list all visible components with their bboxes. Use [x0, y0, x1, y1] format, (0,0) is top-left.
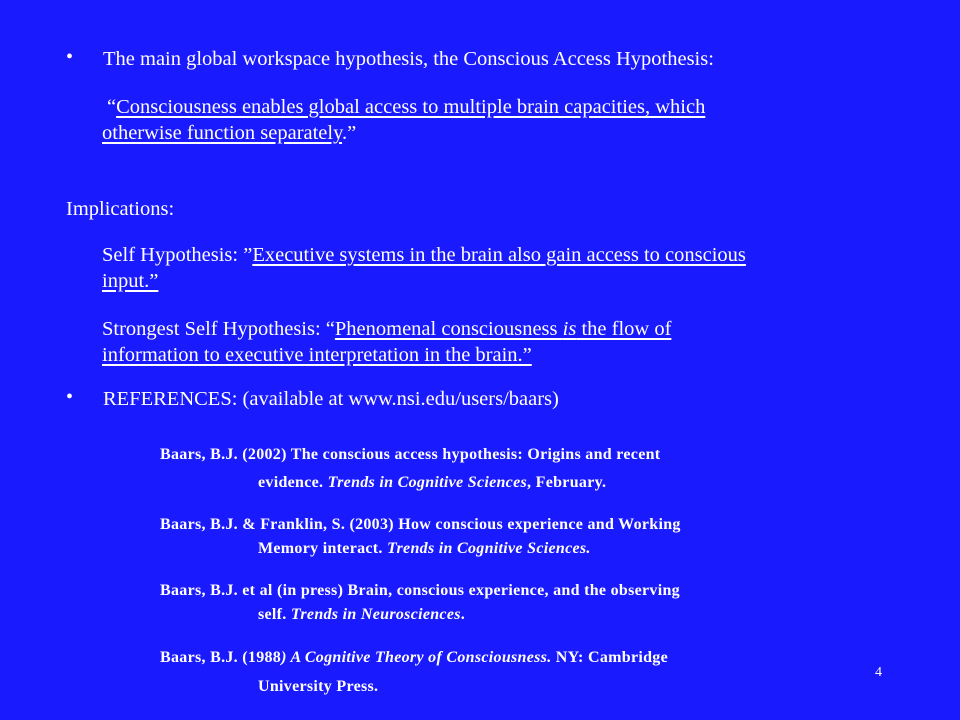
self-hypothesis-text-1: Executive systems in the brain also gain access to conscious [252, 244, 746, 266]
self-hypothesis-text-2: input.” [102, 270, 159, 292]
quote-text-2: otherwise function separately [102, 122, 343, 144]
self-hypothesis-line-2 [102, 268, 158, 294]
strongest-self-label: Strongest Self Hypothesis: “ [102, 318, 335, 340]
reference-4-author: Baars, B.J. (1988 [160, 649, 282, 666]
quote-text-1: Consciousness enables global access to multiple brain capacities, which [116, 96, 706, 118]
reference-4-publisher: NY: Cambridge [551, 649, 668, 666]
self-hypothesis-label: Self Hypothesis: ” [102, 244, 253, 266]
bullet-marker: • [66, 46, 74, 68]
reference-3-journal: Trends in Neurosciences [290, 606, 461, 623]
reference-4-title: ) A Cognitive Theory of Consciousness. [281, 649, 552, 666]
strongest-self-text-1b: the flow of [576, 318, 672, 340]
reference-3-line-2 [258, 605, 465, 625]
reference-1-text: evidence. [258, 474, 328, 491]
strongest-self-emphasis: is [562, 318, 577, 340]
strongest-self-line-1 [102, 316, 671, 342]
reference-1-line-2 [258, 473, 606, 493]
quote-line-2 [102, 120, 356, 146]
bullet-main-hypothesis: The main global workspace hypothesis, the Conscious Access Hypothesis: [103, 48, 714, 70]
reference-2-line-1: Baars, B.J. & Franklin, S. (2003) How conscious experience and Working [160, 516, 681, 533]
reference-1-line-1: Baars, B.J. (2002) The conscious access hypothesis: Origins and recent [160, 446, 661, 463]
reference-3-suffix: . [460, 606, 466, 623]
reference-3-text: self. [258, 606, 291, 623]
strongest-self-text-2: information to executive interpretation in the brain.” [102, 344, 532, 366]
bullet-marker: • [66, 386, 74, 408]
quote-open: “ [107, 96, 117, 118]
strongest-self-text-1 [335, 318, 672, 340]
references-heading: REFERENCES: (available at www.nsi.edu/users/baars) [103, 388, 559, 410]
reference-3-line-1: Baars, B.J. et al (in press) Brain, conscious experience, and the observing [160, 582, 680, 599]
quote-line-1 [107, 94, 705, 120]
reference-4-line-1 [160, 648, 668, 668]
strongest-self-line-2 [102, 342, 532, 368]
reference-1-journal: Trends in Cognitive Sciences [327, 474, 528, 491]
quote-close: .” [342, 122, 357, 144]
self-hypothesis-line-1 [102, 242, 746, 268]
reference-2-line-2 [258, 539, 591, 559]
reference-1-date: , February. [527, 474, 607, 491]
reference-2-text: Memory interact. [258, 540, 388, 557]
strongest-self-text-1a: Phenomenal consciousness [334, 318, 563, 340]
reference-4-line-2: University Press. [258, 678, 379, 695]
implications-heading: Implications: [66, 198, 175, 220]
reference-2-journal: Trends in Cognitive Sciences. [387, 540, 591, 557]
page-number: 4 [875, 665, 882, 680]
